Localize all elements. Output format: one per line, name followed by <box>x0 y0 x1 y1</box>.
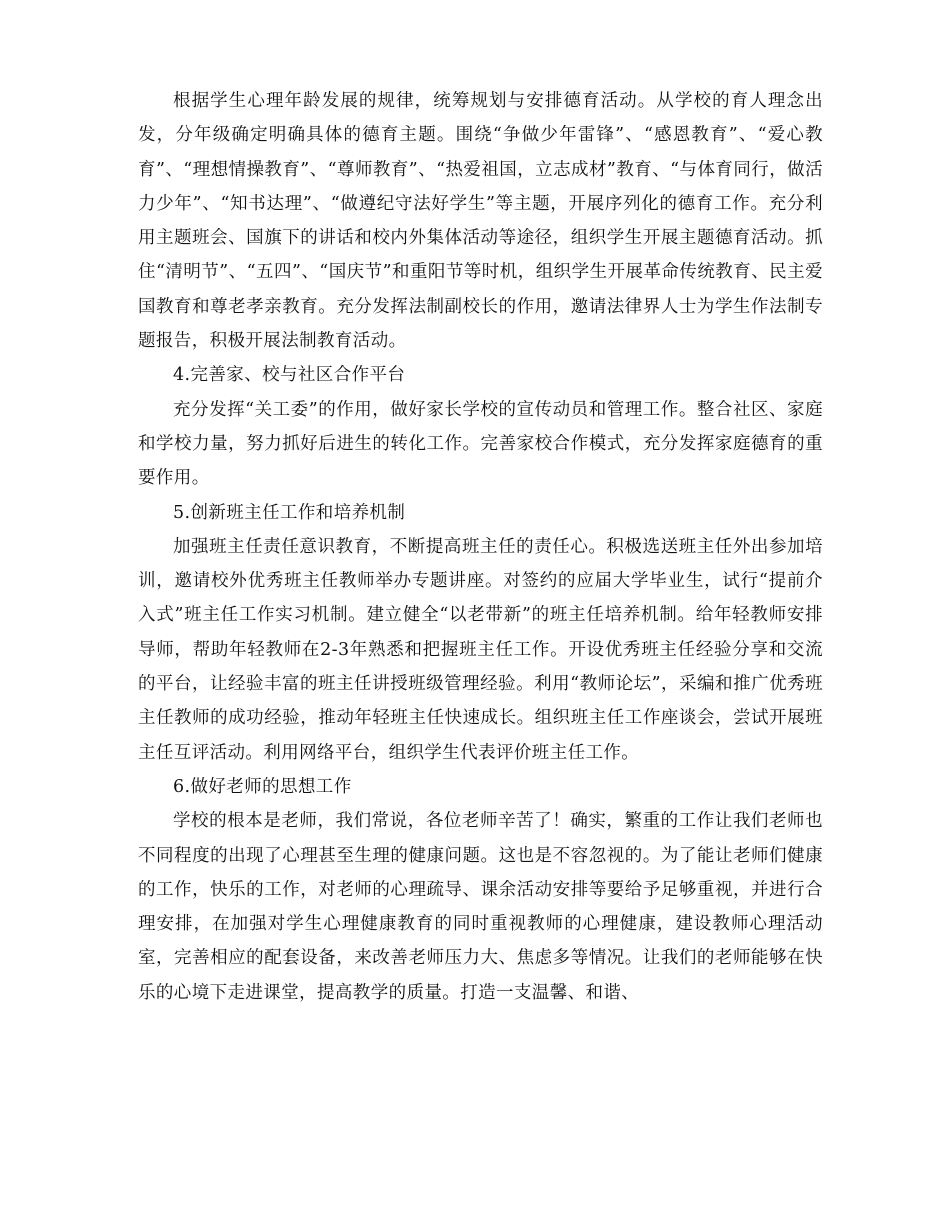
paragraph-class-teacher-training: 加强班主任责任意识教育，不断提高班主任的责任心。积极选送班主任外出参加培训，邀请校外优秀班主任教师举办专题讲座。对签约的应届大学毕业生，试行“提前介入式”班主任工作实习机制。建立健全“以老带新”的班主任培养机制。给年轻教师安排导师，帮助年轻教师在2-3年熟悉和把握班主任工作。开设优秀班主任经验分享和交流的平台，让经验丰富的班主任讲授班级管理经验。利用“教师论坛”，采编和推广优秀班主任教师的成功经验，推动年轻班主任快速成长。组织班主任工作座谈会，尝试开展班主任互评活动。利用网络平台，组织学生代表评价班主任工作。 <box>138 536 823 763</box>
section-heading-4: 4.完善家、校与社区合作平台 <box>173 365 406 386</box>
paragraph-moral-activities: 根据学生心理年龄发展的规律，统筹规划与安排德育活动。从学校的育人理念出发，分年级确定明确具体的德育主题。围绕“争做少年雷锋”、“感恩教育”、“爱心教育”、“理想情操教育”、“尊师教育”、“热爱祖国，立志成材”教育、“与体育同行，做活力少年”、“知书达理”、“做遵纪守法好学生”等主题，开展序列化的德育工作。充分利用主题班会、国旗下的讲话和校内外集体活动等途径，组织学生开展主题德育活动。抓住“清明节”、“五四”、“国庆节”和重阳节等时机，组织学生开展革命传统教育、民主爱国教育和尊老孝亲教育。充分发挥法制副校长的作用，邀请法律界人士为学生作法制专题报告，积极开展法制教育活动。 <box>138 91 823 352</box>
document-body <box>138 84 823 1010</box>
paragraph-home-school-community: 充分发挥“关工委”的作用，做好家长学校的宣传动员和管理工作。整合社区、家庭和学校力量，努力抓好后进生的转化工作。完善家校合作模式，充分发挥家庭德育的重要作用。 <box>138 399 823 489</box>
paragraph-teacher-wellbeing: 学校的根本是老师，我们常说，各位老师辛苦了！确实，繁重的工作让我们老师也不同程度的出现了心理甚至生理的健康问题。这也是不容忽视的。为了能让老师们健康的工作，快乐的工作，对老师的心理疏导、课余活动安排等要给予足够重视，并进行合理安排，在加强对学生心理健康教育的同时重视教师的心理健康，建设教师心理活动室，完善相应的配套设备，来改善老师压力大、焦虑多等情况。让我们的老师能够在快乐的心境下走进课堂，提高教学的质量。打造一支温馨、和谐、 <box>138 811 823 1003</box>
section-heading-5: 5.创新班主任工作和培养机制 <box>173 502 406 523</box>
section-heading-6: 6.做好老师的思想工作 <box>173 776 352 797</box>
